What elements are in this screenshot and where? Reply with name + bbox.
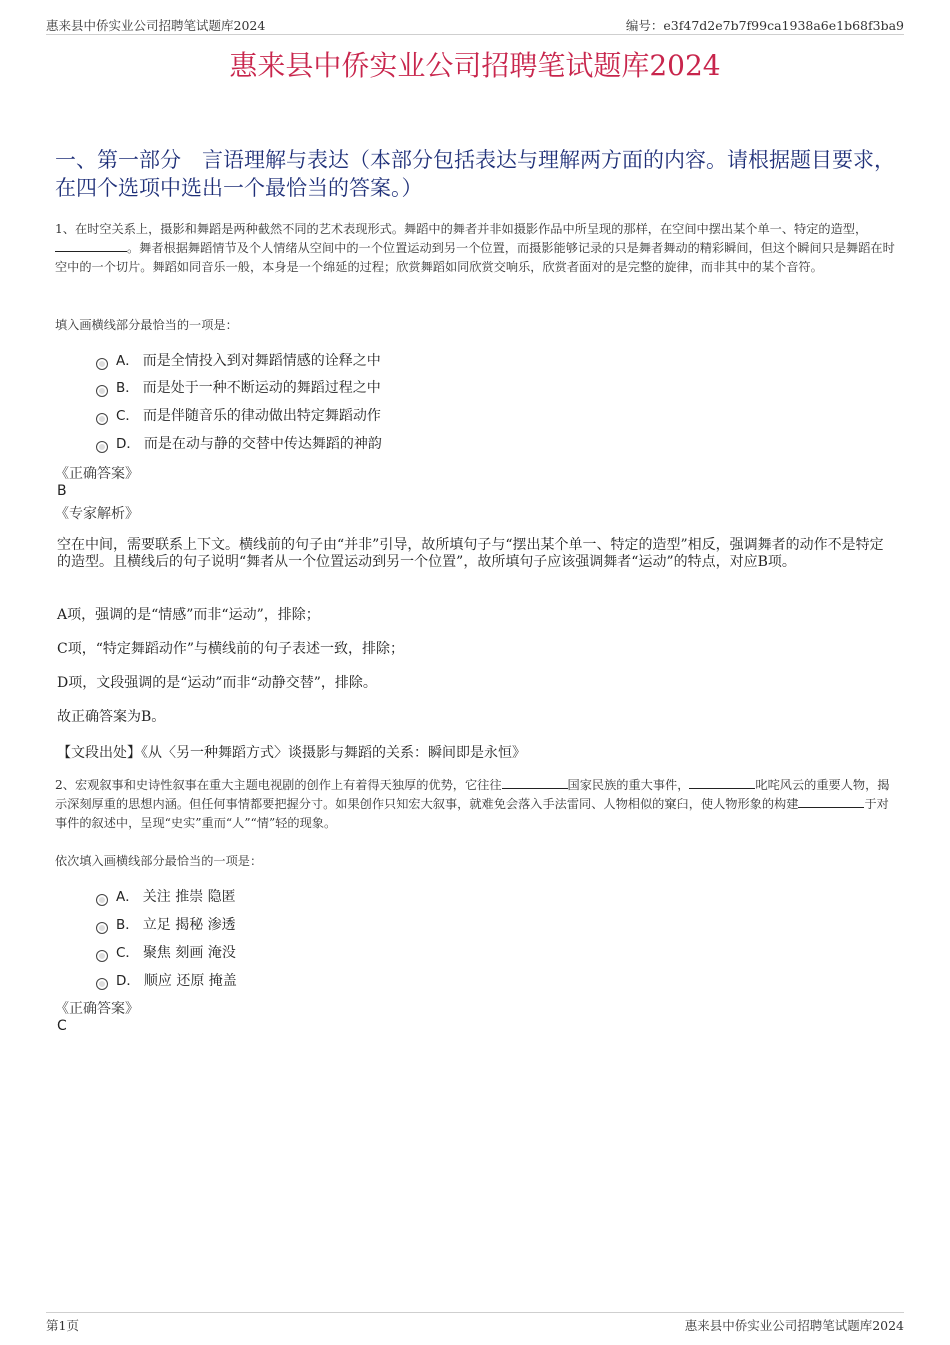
q1-analysis-label: 《专家解析》	[55, 506, 139, 522]
q1-answer-label: 《正确答案》	[55, 466, 139, 482]
page-title: 惠来县中侨实业公司招聘笔试题库2024	[229, 49, 721, 82]
radio-icon[interactable]	[96, 358, 108, 370]
page-number: 第1页	[46, 1318, 79, 1333]
q2-answer-label: 《正确答案》	[55, 1001, 139, 1017]
answer-blank	[55, 239, 127, 252]
q1-source: 【文段出处】《从〈另一种舞蹈方式〉谈摄影与舞蹈的关系：瞬间即是永恒》	[57, 745, 526, 761]
q1-analysis-paragraph: A项，强调的是“情感”而非“运动”，排除；	[57, 607, 320, 623]
footer-title: 惠来县中侨实业公司招聘笔试题库2024	[684, 1318, 904, 1333]
q2-answer: C	[57, 1018, 67, 1034]
radio-icon[interactable]	[96, 413, 108, 425]
page-footer	[46, 1312, 904, 1335]
q1-analysis-paragraph: C项，“特定舞蹈动作”与横线前的句子表述一致，排除；	[57, 641, 405, 657]
radio-icon[interactable]	[96, 950, 108, 962]
q1-analysis-paragraph: D项，文段强调的是“运动”而非“动静交替”，排除。	[57, 675, 377, 691]
q2-option-b[interactable]: B． 立足 揭秘 渗透	[96, 913, 236, 935]
header-title: 惠来县中侨实业公司招聘笔试题库2024	[46, 18, 266, 33]
q1-option-c[interactable]: C． 而是伴随音乐的律动做出特定舞蹈动作	[96, 404, 381, 426]
answer-blank	[798, 795, 864, 808]
header-serial-number: 编号：e3f47d2e7b7f99ca1938a6e1b68f3ba9	[625, 18, 904, 33]
radio-icon[interactable]	[96, 894, 108, 906]
question-1-text: 1、在时空关系上，摄影和舞蹈是两种截然不同的艺术表现形式。舞蹈中的舞者并非如摄影作品中所呈现的那样，在空间中摆出某个单一、特定的造型，。舞者根据舞蹈情节及个人情绪从空间中的一个位置运动到另一个位置，而摄影能够记录的只是舞者舞动的精彩瞬间，但这个瞬间只是舞蹈在时空中的一个切片。舞蹈如同音乐一般，本身是一个绵延的过程；欣赏舞蹈如同欣赏交响乐，欣赏者面对的是完整的旋律，而非其中的某个音符。	[55, 222, 895, 274]
answer-blank	[689, 776, 755, 789]
q2-option-d[interactable]: D． 顺应 还原 掩盖	[96, 969, 237, 991]
page-header	[46, 14, 904, 35]
q1-analysis-paragraph: 故正确答案为B。	[57, 709, 166, 725]
question-2-prompt: 依次填入画横线部分最恰当的一项是：	[55, 854, 263, 868]
q1-option-d[interactable]: D． 而是在动与静的交替中传达舞蹈的神韵	[96, 432, 382, 454]
q1-option-a[interactable]: A． 而是全情投入到对舞蹈情感的诠释之中	[96, 349, 381, 371]
question-1-prompt: 填入画横线部分最恰当的一项是：	[55, 318, 238, 332]
section-title: 一、第一部分 言语理解与表达（本部分包括表达与理解两方面的内容。请根据题目要求，在四个选项中选出一个最恰当的答案。）	[55, 148, 895, 200]
q2-option-a[interactable]: A． 关注 推崇 隐匿	[96, 885, 236, 907]
radio-icon[interactable]	[96, 978, 108, 990]
radio-icon[interactable]	[96, 441, 108, 453]
q2-option-c[interactable]: C． 聚焦 刻画 淹没	[96, 941, 236, 963]
answer-blank	[502, 776, 568, 789]
q1-analysis-paragraph: 空在中间，需要联系上下文。横线前的句子由“并非”引导，故所填句子与“摆出某个单一、特定的造型”相反，强调舞者的动作不是特定的造型。且横线后的句子说明“舞者从一个位置运动到另一个位置”，故所填句子应该强调舞者“运动”的特点，对应B项。	[57, 537, 884, 570]
question-2-text: 2、宏观叙事和史诗性叙事在重大主题电视剧的创作上有着得天独厚的优势，它往往 国家民族的重大事件， 叱咤风云的重要人物，揭示深刻厚重的思想内涵。但任何事情都要把握分寸。如果创作只知宏大叙事，就难免会落入手法雷同、人物相似的窠臼，使人物形象的构建 于对事件的叙述中，呈现“史实”重而“人”“情”轻的现象。	[55, 778, 890, 830]
radio-icon[interactable]	[96, 385, 108, 397]
q1-option-b[interactable]: B． 而是处于一种不断运动的舞蹈过程之中	[96, 376, 381, 398]
q1-answer: B	[57, 483, 67, 499]
radio-icon[interactable]	[96, 922, 108, 934]
